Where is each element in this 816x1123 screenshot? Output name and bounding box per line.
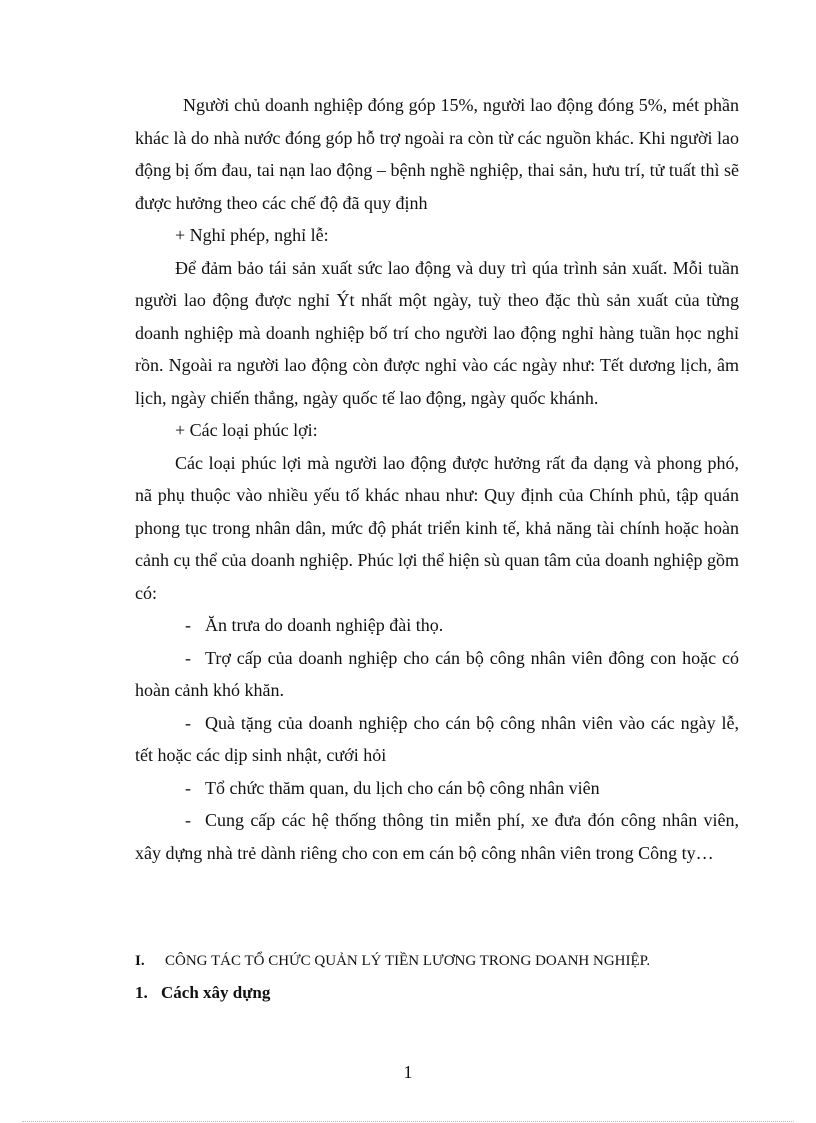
list-item: [135, 707, 739, 772]
bullet-dash: -: [185, 810, 191, 830]
page-number: 1: [403, 1062, 413, 1082]
subheading-welfare: + Các loại phúc lợi:: [175, 420, 318, 440]
bullet-dash: -: [185, 777, 191, 798]
subsection-heading: [135, 980, 270, 1006]
list-item: [135, 642, 739, 707]
paragraph-welfare: Các loại phúc lợi mà người lao động được hưởng rất đa dạng và phong phó, nã phụ thuộc vào nhiều yếu tố khác nhau như: Quy định của Chính phủ, tập quán phong tục trong nhân dân, mức độ phát triển kinh tế, khả năng tài chính hoặc hoàn cảnh cụ thể của doanh nghiệp. Phúc lợi thể hiện sù quan tâm của doanh nghiệp gồm có:: [135, 452, 739, 603]
section-number: I.: [135, 953, 145, 969]
body-text: [135, 89, 739, 869]
bullet-dash: -: [185, 615, 191, 635]
list-item: [135, 804, 739, 869]
list-item-text: Ăn trưa do doanh nghiệp đài thọ.: [205, 615, 444, 635]
subsection-title: Cách xây dựng: [161, 983, 271, 1002]
list-item-text: Cung cấp các hệ thống thông tin miễn phí, xe đưa đón công nhân viên, xây dựng nhà trẻ dành riêng cho con em cán bộ công nhân viên trong Công ty…: [135, 810, 739, 863]
paragraph-leave: Để đảm bảo tái sản xuất sức lao động và duy trì qúa trình sản xuất. Mỗi tuần người lao động được nghỉ Ýt nhất một ngày, tuỳ theo đặc thù sản xuất của từng doanh nghiệp mà doanh nghiệp bố trí cho người lao động nghỉ hàng tuần học nghỉ rồn. Ngoài ra người lao động còn được nghỉ vào các ngày như: Tết dương lịch, âm lịch, ngày chiến thắng, ngày quốc tế lao động, ngày quốc khánh.: [135, 257, 739, 408]
subheading-leave: + Nghỉ phép, nghỉ lễ:: [175, 225, 329, 245]
paragraph-contributions: Người chủ doanh nghiệp đóng góp 15%, người lao động đóng 5%, mét phần khác là do nhà nước đóng góp hỗ trợ ngoài ra còn từ các nguồn khác. Khi người lao động bị ốm đau, tai nạn lao động – bệnh nghề nghiệp, thai sản, hưu trí, tử tuất thì sẽ được hưởng theo các chế độ đã quy định: [135, 95, 739, 213]
list-item: [135, 609, 739, 642]
section-title: CÔNG TÁC TỔ CHỨC QUẢN LÝ TIỀN LƯƠNG TRONG DOANH NGHIỆP.: [165, 953, 651, 969]
bullet-dash: -: [185, 647, 191, 668]
list-item-text: Tổ chức thăm quan, du lịch cho cán bộ công nhân viên: [205, 777, 600, 798]
bullet-dash: -: [185, 712, 191, 733]
footer-divider: [22, 1121, 794, 1122]
list-item-text: Quà tặng của doanh nghiệp cho cán bộ công nhân viên vào các ngày lễ, tết hoặc các dịp sinh nhật, cưới hỏi: [135, 712, 739, 765]
list-item: [135, 772, 739, 805]
section-heading: [135, 950, 650, 972]
subsection-number: 1.: [135, 983, 148, 1002]
list-item-text: Trợ cấp của doanh nghiệp cho cán bộ công nhân viên đông con hoặc có hoàn cảnh khó khăn.: [135, 647, 739, 700]
